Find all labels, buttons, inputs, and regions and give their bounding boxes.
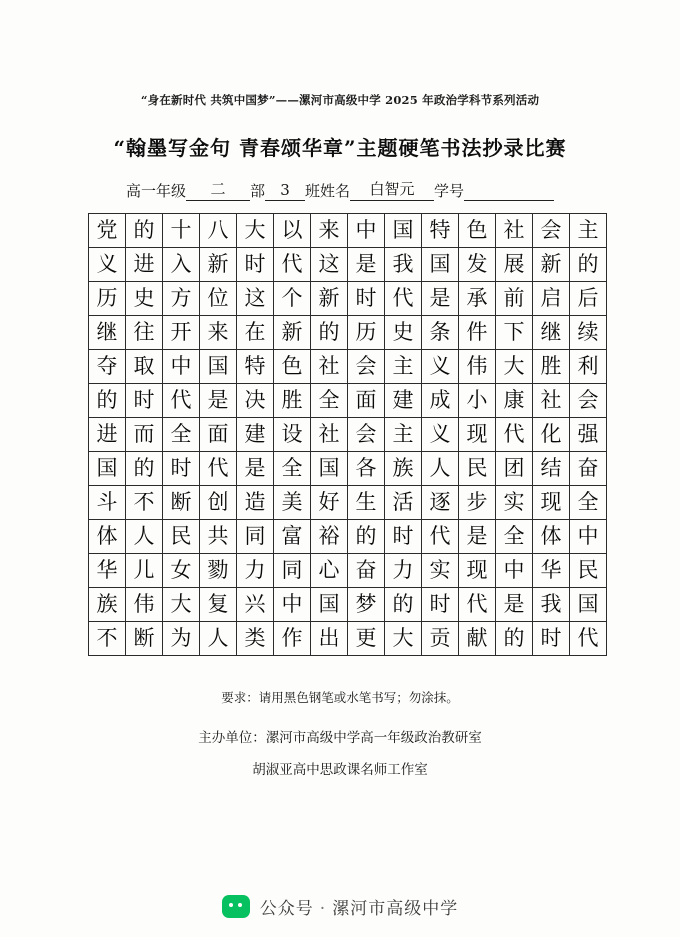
department-label: 部 — [249, 182, 265, 200]
grid-cell[interactable]: 奋 — [570, 452, 607, 486]
grid-cell[interactable]: 这 — [311, 248, 348, 282]
grid-cell[interactable]: 史 — [126, 282, 163, 316]
organizer-line-1: 主办单位：漯河市高级中学高一年级政治教研室 — [198, 730, 482, 746]
grid-cell[interactable]: 面 — [200, 418, 237, 452]
grid-cell[interactable]: 力 — [385, 554, 422, 588]
grid-cell[interactable]: 大 — [163, 588, 200, 622]
grid-cell[interactable]: 后 — [570, 282, 607, 316]
grid-cell[interactable]: 美 — [274, 486, 311, 520]
grid-cell[interactable]: 国 — [311, 452, 348, 486]
grid-cell[interactable]: 同 — [274, 554, 311, 588]
grid-cell[interactable]: 中 — [274, 588, 311, 622]
grid-cell[interactable]: 伟 — [126, 588, 163, 622]
grid-cell[interactable]: 代 — [163, 384, 200, 418]
footer-bar — [0, 894, 680, 919]
grid-cell[interactable]: 建 — [237, 418, 274, 452]
grid-cell[interactable]: 义 — [422, 418, 459, 452]
grid-cell[interactable]: 同 — [237, 520, 274, 554]
grid-cell[interactable]: 力 — [237, 554, 274, 588]
grid-cell[interactable]: 胜 — [274, 384, 311, 418]
grid-cell[interactable]: 民 — [163, 520, 200, 554]
grid-cell[interactable]: 更 — [348, 622, 385, 656]
grid-cell[interactable]: 裕 — [311, 520, 348, 554]
grid-cell[interactable]: 国 — [311, 588, 348, 622]
grid-cell[interactable]: 全 — [311, 384, 348, 418]
grid-cell[interactable]: 国 — [89, 452, 126, 486]
grid-cell[interactable]: 复 — [200, 588, 237, 622]
grid-cell[interactable]: 八 — [200, 214, 237, 248]
grid-row — [89, 418, 607, 452]
grid-cell[interactable]: 勠 — [200, 554, 237, 588]
grid-cell[interactable]: 主 — [385, 418, 422, 452]
grid-cell[interactable]: 件 — [459, 316, 496, 350]
grid-cell[interactable]: 在 — [237, 316, 274, 350]
grid-cell[interactable]: 社 — [311, 350, 348, 384]
grid-cell[interactable]: 继 — [89, 316, 126, 350]
grid-row — [89, 282, 607, 316]
footer-separator: · — [319, 899, 327, 919]
grid-cell[interactable]: 国 — [200, 350, 237, 384]
grid-cell[interactable]: 以 — [274, 214, 311, 248]
grid-cell[interactable]: 人 — [200, 622, 237, 656]
grid-cell[interactable]: 实 — [422, 554, 459, 588]
grid-cell[interactable]: 伟 — [459, 350, 496, 384]
grid-cell[interactable]: 国 — [385, 214, 422, 248]
grid-cell[interactable]: 现 — [533, 486, 570, 520]
student-info-line — [0, 178, 680, 201]
grid-cell[interactable]: 献 — [459, 622, 496, 656]
grid-cell[interactable]: 是 — [348, 248, 385, 282]
grid-cell[interactable]: 华 — [89, 554, 126, 588]
grid-row — [89, 622, 607, 656]
grid-cell[interactable]: 不 — [89, 622, 126, 656]
grid-cell[interactable]: 代 — [422, 520, 459, 554]
grid-cell[interactable]: 入 — [163, 248, 200, 282]
footer-account — [260, 894, 458, 919]
grid-cell[interactable]: 这 — [237, 282, 274, 316]
class-value[interactable]: 3 — [265, 181, 305, 201]
grid-cell[interactable]: 代 — [570, 622, 607, 656]
grid-cell[interactable]: 大 — [496, 350, 533, 384]
grid-row — [89, 554, 607, 588]
grid-cell[interactable]: 进 — [89, 418, 126, 452]
grid-cell[interactable]: 新 — [311, 282, 348, 316]
grid-cell[interactable]: 代 — [385, 282, 422, 316]
grid-cell[interactable]: 历 — [348, 316, 385, 350]
grid-cell[interactable]: 康 — [496, 384, 533, 418]
grid-cell[interactable]: 而 — [126, 418, 163, 452]
grid-cell[interactable]: 现 — [459, 554, 496, 588]
grid-cell[interactable]: 步 — [459, 486, 496, 520]
grid-cell[interactable]: 现 — [459, 418, 496, 452]
grid-cell[interactable]: 展 — [496, 248, 533, 282]
grid-cell[interactable]: 主 — [570, 214, 607, 248]
grid-cell[interactable]: 体 — [533, 520, 570, 554]
grid-cell[interactable]: 社 — [533, 384, 570, 418]
grid-cell[interactable]: 的 — [385, 588, 422, 622]
grid-cell[interactable]: 类 — [237, 622, 274, 656]
grid-cell[interactable]: 断 — [126, 622, 163, 656]
grid-cell[interactable]: 义 — [89, 248, 126, 282]
grid-cell[interactable]: 中 — [163, 350, 200, 384]
grid-cell[interactable]: 启 — [533, 282, 570, 316]
grid-cell[interactable]: 体 — [89, 520, 126, 554]
grid-cell[interactable]: 色 — [459, 214, 496, 248]
grid-cell[interactable]: 代 — [459, 588, 496, 622]
grid-cell[interactable]: 取 — [126, 350, 163, 384]
grid-cell[interactable]: 时 — [126, 384, 163, 418]
grid-cell[interactable]: 代 — [496, 418, 533, 452]
grid-cell[interactable]: 时 — [422, 588, 459, 622]
grid-cell[interactable]: 不 — [126, 486, 163, 520]
grid-cell[interactable]: 全 — [570, 486, 607, 520]
grid-cell[interactable]: 社 — [496, 214, 533, 248]
grid-cell[interactable]: 的 — [89, 384, 126, 418]
grid-cell[interactable]: 发 — [459, 248, 496, 282]
grid-cell[interactable]: 我 — [533, 588, 570, 622]
grid-cell[interactable]: 大 — [237, 214, 274, 248]
grid-cell[interactable]: 个 — [274, 282, 311, 316]
grid-cell[interactable]: 继 — [533, 316, 570, 350]
grid-cell[interactable]: 大 — [385, 622, 422, 656]
grid-cell[interactable]: 主 — [385, 350, 422, 384]
grid-cell[interactable]: 是 — [496, 588, 533, 622]
grid-cell[interactable]: 夺 — [89, 350, 126, 384]
grid-cell[interactable]: 富 — [274, 520, 311, 554]
grid-cell[interactable]: 小 — [459, 384, 496, 418]
grid-cell[interactable]: 是 — [422, 282, 459, 316]
grid-cell[interactable]: 的 — [570, 248, 607, 282]
grid-cell[interactable]: 逐 — [422, 486, 459, 520]
grid-row — [89, 384, 607, 418]
grid-cell[interactable]: 开 — [163, 316, 200, 350]
class-label: 班 — [304, 182, 320, 200]
grid-cell[interactable]: 中 — [348, 214, 385, 248]
grid-cell[interactable]: 团 — [496, 452, 533, 486]
grid-cell[interactable]: 是 — [459, 520, 496, 554]
grid-cell[interactable]: 利 — [570, 350, 607, 384]
number-value[interactable] — [464, 199, 554, 201]
grid-cell[interactable]: 好 — [311, 486, 348, 520]
grid-cell[interactable]: 造 — [237, 486, 274, 520]
grid-cell[interactable]: 历 — [89, 282, 126, 316]
grid-cell[interactable]: 梦 — [348, 588, 385, 622]
grid-cell[interactable]: 代 — [200, 452, 237, 486]
grid-cell[interactable]: 特 — [237, 350, 274, 384]
grid-cell[interactable]: 来 — [311, 214, 348, 248]
grid-cell[interactable]: 进 — [126, 248, 163, 282]
grid-cell[interactable]: 全 — [274, 452, 311, 486]
grid-cell[interactable]: 斗 — [89, 486, 126, 520]
grid-cell[interactable]: 会 — [570, 384, 607, 418]
grid-cell[interactable]: 族 — [89, 588, 126, 622]
grid-row — [89, 452, 607, 486]
grid-cell[interactable]: 会 — [348, 350, 385, 384]
grid-cell[interactable]: 创 — [200, 486, 237, 520]
grid-cell[interactable]: 色 — [274, 350, 311, 384]
grid-cell[interactable]: 断 — [163, 486, 200, 520]
grade-label: 高一年级 — [125, 182, 186, 200]
footer-account-label: 公众号 — [259, 899, 314, 919]
grid-cell[interactable]: 华 — [533, 554, 570, 588]
name-value[interactable]: 白智元 — [350, 178, 434, 201]
grid-cell[interactable]: 全 — [496, 520, 533, 554]
grid-cell[interactable]: 前 — [496, 282, 533, 316]
grid-cell[interactable]: 实 — [496, 486, 533, 520]
grid-cell[interactable]: 设 — [274, 418, 311, 452]
grid-cell[interactable]: 续 — [570, 316, 607, 350]
grid-cell[interactable]: 成 — [422, 384, 459, 418]
grid-cell[interactable]: 史 — [385, 316, 422, 350]
grid-cell[interactable]: 女 — [163, 554, 200, 588]
writing-grid — [88, 213, 599, 656]
grid-cell[interactable]: 作 — [274, 622, 311, 656]
grid-cell[interactable]: 人 — [422, 452, 459, 486]
grid-cell[interactable]: 建 — [385, 384, 422, 418]
wechat-icon — [222, 895, 250, 918]
grid-cell[interactable]: 中 — [496, 554, 533, 588]
grid-cell[interactable]: 民 — [459, 452, 496, 486]
grid-cell[interactable]: 往 — [126, 316, 163, 350]
grid-cell[interactable]: 的 — [126, 452, 163, 486]
grid-cell[interactable]: 的 — [126, 214, 163, 248]
grid-cell[interactable]: 条 — [422, 316, 459, 350]
grid-cell[interactable]: 十 — [163, 214, 200, 248]
grid-cell[interactable]: 位 — [200, 282, 237, 316]
grid-cell[interactable]: 奋 — [348, 554, 385, 588]
grid-cell[interactable]: 新 — [274, 316, 311, 350]
grid-cell[interactable]: 来 — [200, 316, 237, 350]
grid-cell[interactable]: 胜 — [533, 350, 570, 384]
grid-cell[interactable]: 全 — [163, 418, 200, 452]
grid-cell[interactable]: 时 — [163, 452, 200, 486]
grid-cell[interactable]: 决 — [237, 384, 274, 418]
organizer-line-2: 胡淑亚高中思政课名师工作室 — [252, 762, 428, 778]
grid-cell[interactable]: 义 — [422, 350, 459, 384]
grid-row — [89, 316, 607, 350]
grid-cell[interactable]: 是 — [237, 452, 274, 486]
grid-cell[interactable]: 共 — [200, 520, 237, 554]
document-title: “翰墨写金句 青春颂华章”主题硬笔书法抄录比赛 — [113, 136, 567, 160]
grid-row — [89, 588, 607, 622]
grid-row — [89, 486, 607, 520]
grid-row — [89, 214, 607, 248]
grid-cell[interactable]: 特 — [422, 214, 459, 248]
grid-cell[interactable]: 出 — [311, 622, 348, 656]
grid-cell[interactable]: 心 — [311, 554, 348, 588]
grade-value[interactable]: 二 — [186, 178, 250, 201]
grid-cell[interactable]: 中 — [570, 520, 607, 554]
grid-row — [89, 520, 607, 554]
grid-cell[interactable]: 民 — [570, 554, 607, 588]
grid-cell[interactable]: 为 — [163, 622, 200, 656]
requirement-note: 要求：请用黑色钢笔或水笔书写；勿涂抹。 — [221, 690, 459, 705]
grid-cell[interactable]: 贡 — [422, 622, 459, 656]
grid-cell[interactable]: 下 — [496, 316, 533, 350]
document-subtitle: “身在新时代 共筑中国梦”——漯河市高级中学 2025 年政治学科节系列活动 — [140, 93, 540, 107]
grid-cell[interactable]: 活 — [385, 486, 422, 520]
grid-cell[interactable]: 结 — [533, 452, 570, 486]
grid-cell[interactable]: 的 — [348, 520, 385, 554]
grid-cell[interactable]: 会 — [348, 418, 385, 452]
grid-cell[interactable]: 的 — [496, 622, 533, 656]
name-label: 姓名 — [320, 182, 351, 200]
grid-cell[interactable]: 会 — [533, 214, 570, 248]
grid-cell[interactable]: 各 — [348, 452, 385, 486]
grid-cell[interactable]: 是 — [200, 384, 237, 418]
grid-cell[interactable]: 方 — [163, 282, 200, 316]
grid-cell[interactable]: 族 — [385, 452, 422, 486]
grid-cell[interactable]: 的 — [311, 316, 348, 350]
grid-cell[interactable]: 我 — [385, 248, 422, 282]
grid-cell[interactable]: 强 — [570, 418, 607, 452]
grid-cell[interactable]: 社 — [311, 418, 348, 452]
grid-row — [89, 248, 607, 282]
grid-cell[interactable]: 代 — [274, 248, 311, 282]
grid-cell[interactable]: 人 — [126, 520, 163, 554]
grid-cell[interactable]: 党 — [89, 214, 126, 248]
grid-cell[interactable]: 时 — [237, 248, 274, 282]
grid-cell[interactable]: 时 — [385, 520, 422, 554]
number-label: 学号 — [434, 182, 465, 200]
footer-account-name: 漯河市高级中学 — [332, 899, 459, 919]
grid-cell[interactable]: 生 — [348, 486, 385, 520]
grid-cell[interactable]: 兴 — [237, 588, 274, 622]
grid-cell[interactable]: 新 — [533, 248, 570, 282]
grid-row — [89, 350, 607, 384]
character-grid-table — [88, 213, 607, 656]
grid-cell[interactable]: 国 — [570, 588, 607, 622]
grid-cell[interactable]: 儿 — [126, 554, 163, 588]
grid-cell[interactable]: 承 — [459, 282, 496, 316]
grid-cell[interactable]: 时 — [348, 282, 385, 316]
grid-cell[interactable]: 时 — [533, 622, 570, 656]
grid-cell[interactable]: 面 — [348, 384, 385, 418]
grid-cell[interactable]: 化 — [533, 418, 570, 452]
grid-cell[interactable]: 新 — [200, 248, 237, 282]
grid-cell[interactable]: 国 — [422, 248, 459, 282]
